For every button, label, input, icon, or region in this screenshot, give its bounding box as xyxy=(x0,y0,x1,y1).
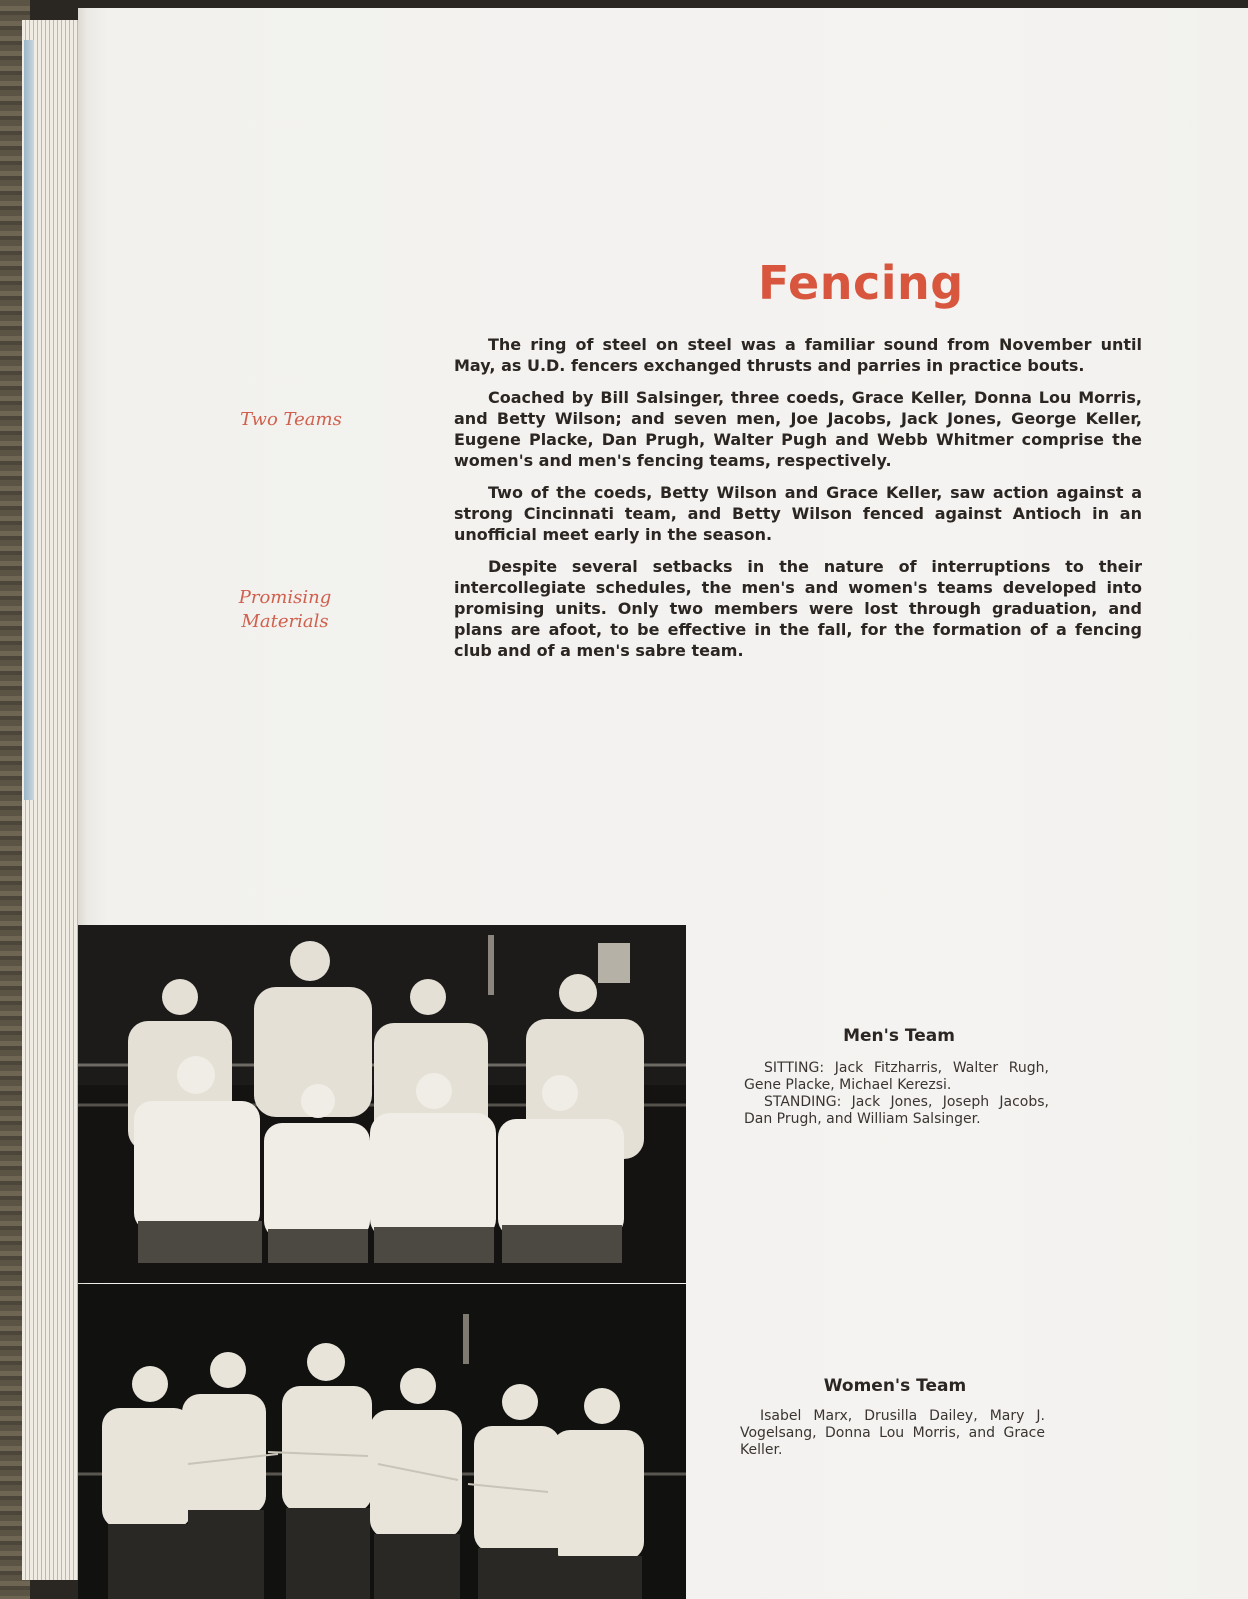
article-body xyxy=(454,334,1142,672)
mens-team-sitting: SITTING: Jack Fitzharris, Walter Rugh, Gene Placke, Michael Kerezsi. xyxy=(744,1060,1049,1093)
margin-note-two-teams-text: Two Teams xyxy=(240,409,342,430)
paragraph-4: Despite several setbacks in the nature of interruptions to their intercollegiate schedules, the men's and women's teams developed into promising units. Only two members were lost through graduation, and plans are afoot, to be effective in the fall, for the formation of a fencing club and of a men's sabre team. xyxy=(454,557,1142,660)
book-page xyxy=(78,8,1248,1599)
mens-team-title: Men's Team xyxy=(843,1026,955,1046)
mens-team-caption xyxy=(744,1060,1049,1128)
paragraph-1: The ring of steel on steel was a familiar sound from November until May, as U.D. fencers exchanged thrusts and parries in practice bouts. xyxy=(454,335,1142,375)
tab-edge xyxy=(24,40,34,800)
womens-team-title: Women's Team xyxy=(823,1376,967,1396)
womens-team-caption xyxy=(740,1408,1045,1459)
margin-note-line1: Promising xyxy=(238,587,332,608)
margin-note-two-teams xyxy=(216,408,366,432)
page-title: Fencing xyxy=(758,256,964,310)
mens-team-photo xyxy=(78,925,686,1283)
paragraph-2: Coached by Bill Salsinger, three coeds, Grace Keller, Donna Lou Morris, and Betty Wilson; and seven men, Joe Jacobs, Jack Jones, George Keller, Eugene Placke, Dan Prugh, Walter Pugh and Webb Whitmer comprise the women's and men's fencing teams, respectively. xyxy=(454,388,1142,470)
margin-note-promising xyxy=(210,586,360,634)
womens-team-names: Isabel Marx, Drusilla Dailey, Mary J. Vogelsang, Donna Lou Morris, and Grace Keller. xyxy=(740,1408,1045,1458)
womens-team-photo xyxy=(78,1284,686,1599)
mens-team-standing: STANDING: Jack Jones, Joseph Jacobs, Dan Prugh, and William Salsinger. xyxy=(744,1094,1049,1127)
margin-note-line2: Materials xyxy=(241,611,329,632)
paragraph-3: Two of the coeds, Betty Wilson and Grace Keller, saw action against a strong Cincinnati team, and Betty Wilson fenced against Antioch in an unofficial meet early in the season. xyxy=(454,483,1142,544)
